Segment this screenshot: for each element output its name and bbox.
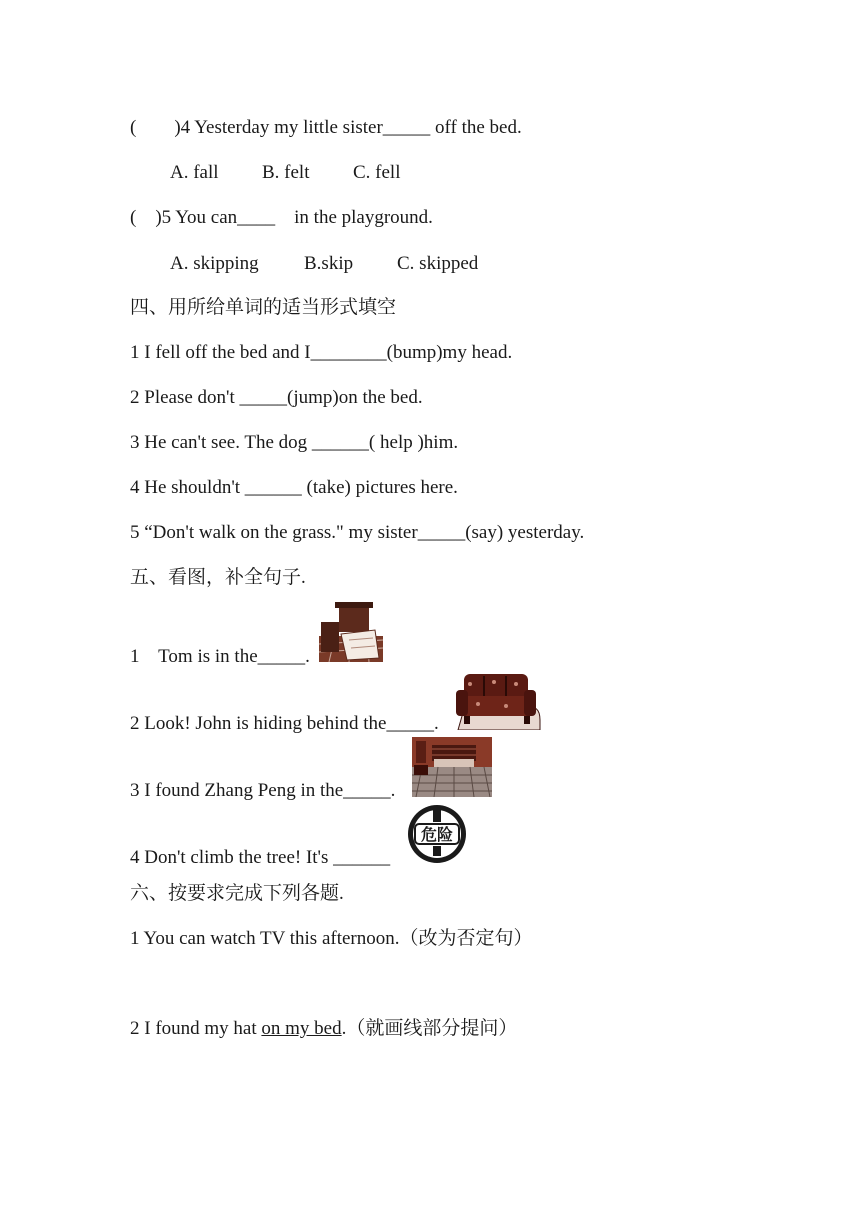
task-item-2 bbox=[130, 1017, 517, 1041]
living-room-picture bbox=[412, 737, 492, 797]
picture-item-4: 4 Don't climb the tree! It's ______ bbox=[130, 847, 391, 868]
task-item-2-underlined: on my bed bbox=[261, 1018, 342, 1039]
fill-item-5: 5 “Don't walk on the grass." my sister_____(say) yesterday. bbox=[130, 522, 585, 543]
danger-sign-picture bbox=[407, 804, 467, 864]
task-item-2-after: .（就画线部分提问） bbox=[341, 1018, 518, 1039]
q5-option-a: A. skipping bbox=[170, 253, 259, 274]
q4-option-b: B. felt bbox=[262, 162, 310, 183]
question-5: ( )5 You can____ in the playground. bbox=[130, 207, 433, 228]
section-4-heading: 四、用所给单词的适当形式填空 bbox=[130, 297, 397, 318]
question-4: ( )4 Yesterday my little sister_____ off the bed. bbox=[130, 117, 522, 138]
danger-sign-text: 危险 bbox=[420, 825, 454, 844]
task-item-1: 1 You can watch TV this afternoon.（改为否定句） bbox=[130, 928, 533, 949]
q5-option-b: B.skip bbox=[304, 253, 354, 274]
fill-item-2: 2 Please don't _____(jump)on the bed. bbox=[130, 387, 423, 408]
fill-item-4: 4 He shouldn't ______ (take) pictures here. bbox=[130, 477, 458, 498]
bedroom-picture bbox=[319, 600, 383, 662]
q4-option-a: A. fall bbox=[170, 162, 219, 183]
fill-item-1: 1 I fell off the bed and I________(bump)my head. bbox=[130, 342, 513, 363]
q4-option-c: C. fell bbox=[353, 162, 401, 183]
fill-item-3: 3 He can't see. The dog ______( help )him. bbox=[130, 432, 459, 453]
picture-item-2: 2 Look! John is hiding behind the_____. bbox=[130, 713, 439, 734]
section-5-heading: 五、看图，补全句子. bbox=[130, 567, 306, 588]
picture-item-3: 3 I found Zhang Peng in the_____. bbox=[130, 780, 396, 801]
q5-option-c: C. skipped bbox=[397, 253, 479, 274]
task-item-2-before: 2 I found my hat bbox=[130, 1018, 262, 1039]
section-6-heading: 六、按要求完成下列各题. bbox=[130, 883, 344, 904]
picture-item-1: 1 Tom is in the_____. bbox=[130, 646, 310, 667]
sofa-picture bbox=[456, 670, 542, 730]
